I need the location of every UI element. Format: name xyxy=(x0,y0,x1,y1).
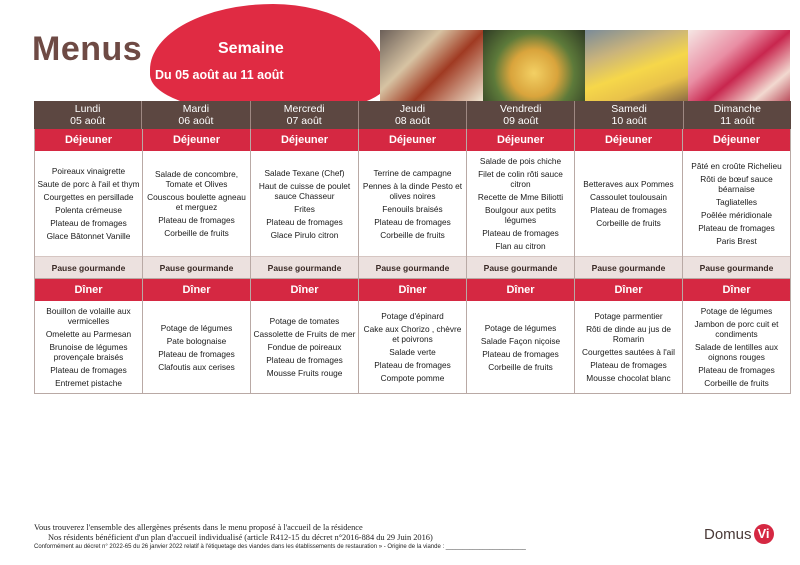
menu-item: Pate bolognaise xyxy=(166,335,227,346)
diner-items xyxy=(35,301,142,393)
day-header-vendredi xyxy=(467,101,575,129)
menu-item: Corbeille de fruits xyxy=(380,229,445,240)
menu-item: Plateau de fromages xyxy=(482,348,559,359)
dejeuner-header: Déjeuner xyxy=(359,129,466,151)
dejeuner-column xyxy=(466,129,574,279)
menu-item: Corbeille de fruits xyxy=(704,378,769,388)
page-title: Menus xyxy=(32,30,143,68)
menu-item: Jambon de porc cuit et condiments xyxy=(694,319,779,339)
header-banner xyxy=(150,4,386,112)
menu-item: Cassolette de Fruits de mer xyxy=(253,329,356,339)
day-header-mardi xyxy=(142,101,250,129)
diner-header: Dîner xyxy=(143,279,250,301)
menu-item: Potage de légumes xyxy=(484,322,557,333)
menu-item: Betteraves aux Pommes xyxy=(583,179,674,189)
menu-item: Plateau de fromages xyxy=(590,360,667,370)
allergen-note: Vous trouverez l'ensemble des allergènes présents dans le menu proposé à l'accueil de la résidence xyxy=(34,523,363,532)
menu-item: Corbeille de fruits xyxy=(596,218,661,228)
menu-item: Fenouils braisés xyxy=(382,203,443,214)
dejeuner-header: Déjeuner xyxy=(467,129,574,151)
day-name: Lundi xyxy=(74,103,101,115)
menu-item: Tagliatelles xyxy=(715,197,758,207)
menu-item: Potage parmentier xyxy=(594,311,663,321)
menu-item: Salade de pois chiche xyxy=(479,156,562,166)
dejeuner-column xyxy=(34,129,142,279)
dejeuner-column xyxy=(574,129,682,279)
menu-item: Haut de cuisse de poulet sauce Chasseur xyxy=(258,180,351,201)
menu-item: Corbeille de fruits xyxy=(164,228,229,238)
menu-item: Salade de concombre, Tomate et Olives xyxy=(154,169,239,189)
pause-gourmande: Pause gourmande xyxy=(251,256,358,278)
menu-item: Mousse chocolat blanc xyxy=(586,373,671,383)
date-range: Du 05 août au 11 août xyxy=(155,68,284,82)
menu-item: Plateau de fromages xyxy=(590,205,667,215)
menu-item: Cassoulet toulousain xyxy=(589,192,668,202)
menu-item: Frites xyxy=(294,203,315,214)
menu-item: Salade Texane (Chef) xyxy=(264,167,345,178)
menu-item: Filet de colin rôti sauce citron xyxy=(478,169,563,189)
menu-item: Plateau de fromages xyxy=(50,218,127,228)
dejeuner-header: Déjeuner xyxy=(35,129,142,151)
diner-header: Dîner xyxy=(683,279,790,301)
menu-item: Rôti de dinde au jus de Romarin xyxy=(586,324,671,344)
day-header-mercredi xyxy=(251,101,359,129)
day-date: 08 août xyxy=(394,115,430,127)
diner-column xyxy=(358,279,466,394)
menu-item: Poireaux vinaigrette xyxy=(51,166,126,176)
dejeuner-column xyxy=(682,129,791,279)
day-header-lundi xyxy=(34,101,142,129)
menu-item: Recette de Mme Biliotti xyxy=(477,192,564,202)
menu-item: Plateau de fromages xyxy=(158,348,235,359)
menu-item: Salade de lentilles aux oignons rouges xyxy=(694,342,779,362)
menu-item: Brunoise de légumes provençale braisés xyxy=(49,342,128,362)
diner-column xyxy=(682,279,791,394)
menu-item: Cake aux Chorizo , chèvre et poivrons xyxy=(363,324,462,344)
day-name: Dimanche xyxy=(713,103,761,115)
day-header-dimanche xyxy=(684,101,791,129)
menu-item: Glace Bâtonnet Vanille xyxy=(46,231,131,241)
menu-item: Polenta crémeuse xyxy=(55,205,122,215)
diner-header: Dîner xyxy=(575,279,682,301)
dejeuner-section xyxy=(34,129,791,279)
cheese-photo xyxy=(585,30,688,102)
menu-item: Entremet pistache xyxy=(55,378,122,388)
menu-item: Rôti de bœuf sauce béarnaise xyxy=(700,174,773,194)
menu-item: Flan au citron xyxy=(495,241,546,251)
day-header-jeudi xyxy=(359,101,467,129)
logo-text: Domus xyxy=(704,525,752,543)
menu-item: Glace Pirulo citron xyxy=(270,229,339,240)
day-date: 10 août xyxy=(611,115,647,127)
dejeuner-items xyxy=(143,151,250,256)
diner-header: Dîner xyxy=(251,279,358,301)
dejeuner-column xyxy=(358,129,466,279)
menu-item: Saute de porc à l'ail et thym xyxy=(37,179,140,189)
day-date: 07 août xyxy=(286,115,322,127)
menu-item: Courgettes en persillade xyxy=(43,192,134,202)
diner-column xyxy=(34,279,142,394)
menu-item: Plateau de fromages xyxy=(50,365,127,375)
diner-section xyxy=(34,279,791,394)
menu-item: Pennes à la dinde Pesto et olives noires xyxy=(362,180,463,201)
diner-column xyxy=(574,279,682,394)
menu-item: Couscous boulette agneau et merguez xyxy=(147,192,246,212)
dejeuner-header: Déjeuner xyxy=(143,129,250,151)
day-date: 11 août xyxy=(720,115,755,127)
day-name: Samedi xyxy=(611,103,647,115)
diner-items xyxy=(467,301,574,393)
diner-column xyxy=(250,279,358,394)
welcome-plan-note: Nos résidents bénéficient d'un plan d'accueil individualisé (article R412-15 du décret n°2016-884 du 29 Juin 2016) xyxy=(48,533,433,542)
dejeuner-column xyxy=(142,129,250,279)
dejeuner-header: Déjeuner xyxy=(575,129,682,151)
menu-item: Clafoutis aux cerises xyxy=(158,361,235,372)
menu-item: Plateau de fromages xyxy=(698,365,775,375)
pause-gourmande: Pause gourmande xyxy=(35,256,142,278)
menu-item: Potage d'épinard xyxy=(381,311,444,321)
meat-origin-note: Conformément au décret n° 2022-65 du 26 janvier 2022 relatif à l'étiquetage des viandes dans les établissements de restauration » - Origine de la viande : ________________________ xyxy=(34,544,526,550)
menu-item: Potage de légumes xyxy=(700,306,773,316)
menu-item: Fondue de poireaux xyxy=(267,342,342,352)
day-date: 06 août xyxy=(178,115,214,127)
dejeuner-items xyxy=(359,151,466,256)
menu-item: Salade Façon niçoise xyxy=(480,335,561,346)
menu-item: Plateau de fromages xyxy=(698,223,775,233)
menu-item: Plateau de fromages xyxy=(374,360,451,370)
menu-item: Plateau de fromages xyxy=(374,216,451,227)
diner-items xyxy=(143,301,250,393)
menu-item: Compote pomme xyxy=(380,373,445,383)
diner-items xyxy=(683,301,790,393)
menu-item: Plateau de fromages xyxy=(158,215,235,225)
menu-item: Bouillon de volaille aux vermicelles xyxy=(46,306,131,326)
day-name: Vendredi xyxy=(500,103,542,115)
dejeuner-items xyxy=(683,151,790,256)
day-date: 09 août xyxy=(503,115,539,127)
dejeuner-items xyxy=(251,151,358,256)
dejeuner-items xyxy=(35,151,142,256)
menu-item: Mousse Fruits rouge xyxy=(266,368,343,378)
dejeuner-items xyxy=(467,151,574,256)
dejeuner-header: Déjeuner xyxy=(251,129,358,151)
day-date: 05 août xyxy=(70,115,106,127)
day-name: Mardi xyxy=(182,103,210,115)
diner-header: Dîner xyxy=(467,279,574,301)
diner-items xyxy=(359,301,466,393)
menu-grid xyxy=(34,101,791,394)
clafoutis-photo xyxy=(688,30,791,102)
dessert-photo xyxy=(380,30,483,102)
menu-item: Paris Brest xyxy=(716,236,757,246)
menu-item: Potage de légumes xyxy=(160,322,233,333)
footer-notes xyxy=(34,523,654,552)
day-name: Mercredi xyxy=(283,103,325,115)
menu-item: Plateau de fromages xyxy=(266,355,343,365)
pause-gourmande: Pause gourmande xyxy=(143,256,250,278)
pause-gourmande: Pause gourmande xyxy=(575,256,682,278)
pasta-photo xyxy=(483,30,586,102)
week-label: Semaine xyxy=(218,40,284,57)
dejeuner-items xyxy=(575,151,682,256)
pause-gourmande: Pause gourmande xyxy=(467,256,574,278)
diner-items xyxy=(251,301,358,393)
menu-item: Plateau de fromages xyxy=(266,216,343,227)
dejeuner-header: Déjeuner xyxy=(683,129,790,151)
menu-item: Omelette au Parmesan xyxy=(45,329,132,339)
food-photo-strip xyxy=(380,30,790,102)
menu-item: Salade verte xyxy=(389,347,436,357)
day-header-samedi xyxy=(575,101,683,129)
menu-item: Potage de tomates xyxy=(269,316,340,326)
diner-header: Dîner xyxy=(35,279,142,301)
menu-item: Plateau de fromages xyxy=(482,228,559,238)
day-name: Jeudi xyxy=(399,103,426,115)
menu-item: Poêlée méridionale xyxy=(700,210,773,220)
menu-item: Courgettes sautées à l'ail xyxy=(582,347,675,357)
diner-column xyxy=(466,279,574,394)
menu-item: Pâté en croûte Richelieu xyxy=(691,161,782,171)
menu-item: Boulgour aux petits légumes xyxy=(484,205,557,225)
pause-gourmande: Pause gourmande xyxy=(359,256,466,278)
pause-gourmande: Pause gourmande xyxy=(683,256,790,278)
dejeuner-column xyxy=(250,129,358,279)
diner-column xyxy=(142,279,250,394)
diner-items xyxy=(575,301,682,393)
diner-header: Dîner xyxy=(359,279,466,301)
domusvi-logo xyxy=(704,523,774,545)
menu-item: Corbeille de fruits xyxy=(488,361,553,372)
menu-item: Terrine de campagne xyxy=(373,167,452,178)
logo-mark: Vi xyxy=(754,524,774,544)
day-header-row xyxy=(34,101,791,129)
